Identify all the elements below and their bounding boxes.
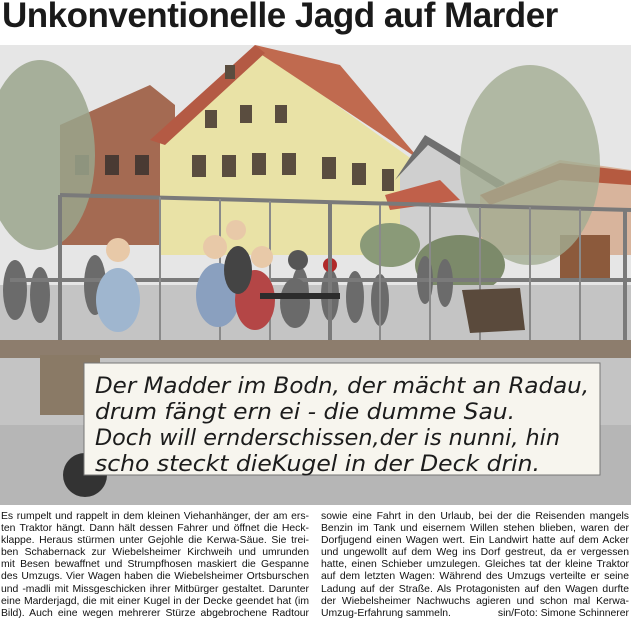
banner-line-4: scho steckt dieKugel in der Deck drin. <box>95 452 540 477</box>
body-line: und ungewollt auf dem Weg ins Dorf gestreut, da er vergessen <box>321 547 629 559</box>
body-line: des Umzugs. Vier Wagen haben die Wiebelsheimer Ortsburschen <box>1 571 309 583</box>
body-line: ten Traktor hängt. Dann hält dessen Fahrer und öffnet die Heck- <box>1 523 309 535</box>
body-line: ben Schabernack zur Wiebelsheimer Kirchweih und umrunden <box>1 547 309 559</box>
closing-text: Umzug-Erfahrung sammeln. <box>321 607 451 619</box>
body-line: klappe. Heraus stürmen unter Gejohle die Kerwa-Säue. Sie trei- <box>1 535 309 547</box>
body-line: der Wiebelsheimer Nachwuchs agieren und schon mal Kerwa- <box>321 595 629 607</box>
article-body <box>0 511 631 619</box>
banner-line-1: Der Madder im Bodn, der mächt an Radau, <box>95 374 589 399</box>
article-photo <box>0 45 631 505</box>
closing-line <box>321 608 629 620</box>
headline: Unkonventionelle Jagd auf Marder <box>2 0 558 35</box>
photo-credit: sin/Foto: Simone Schinnerer <box>497 607 629 619</box>
body-line: hatte, einen Schieber umzulegen. Gleiches tat der kleine Traktor <box>321 559 629 571</box>
body-line: Benzin im Tank und eisernem Willen stehen blieben, waren der <box>321 523 629 535</box>
body-column-left <box>1 511 309 620</box>
body-line: und -madli mit Missgeschicken ihrer Mitbürger gestaltet. Darunter <box>1 583 309 595</box>
body-line: Dorfjugend einen Wagen wert. Ein Landwirt hatte auf dem Acker <box>321 535 629 547</box>
body-line: eine Marderjagd, die mit einer Kugel in der Decke geendet hat (im <box>1 595 309 607</box>
banner-line-3: Doch will ernderschissen,der is nunni, hin <box>95 426 560 451</box>
body-line: Ladung auf der Straße. Als Protagonisten auf den Wagen durfte <box>321 583 629 595</box>
body-line: mit Besen bewaffnet und Strumpfhosen maskiert die Gespanne <box>1 559 309 571</box>
body-line: sowie eine Fahrt in den Urlaub, bei der die Reisenden mangels <box>321 511 629 522</box>
body-column-right <box>321 511 629 620</box>
banner-line-2: drum fängt ern ei - die dumme Sau. <box>95 400 515 425</box>
body-line: auf dem letzten Wagen: Während des Umzugs verteilte er seine <box>321 571 629 583</box>
body-line: Es rumpelt und rappelt in dem kleinen Viehanhänger, der am ers- <box>1 511 309 522</box>
body-line: Bild). Auch eine wegen mehrerer Stürze abgebrochene Radtour <box>1 607 309 619</box>
